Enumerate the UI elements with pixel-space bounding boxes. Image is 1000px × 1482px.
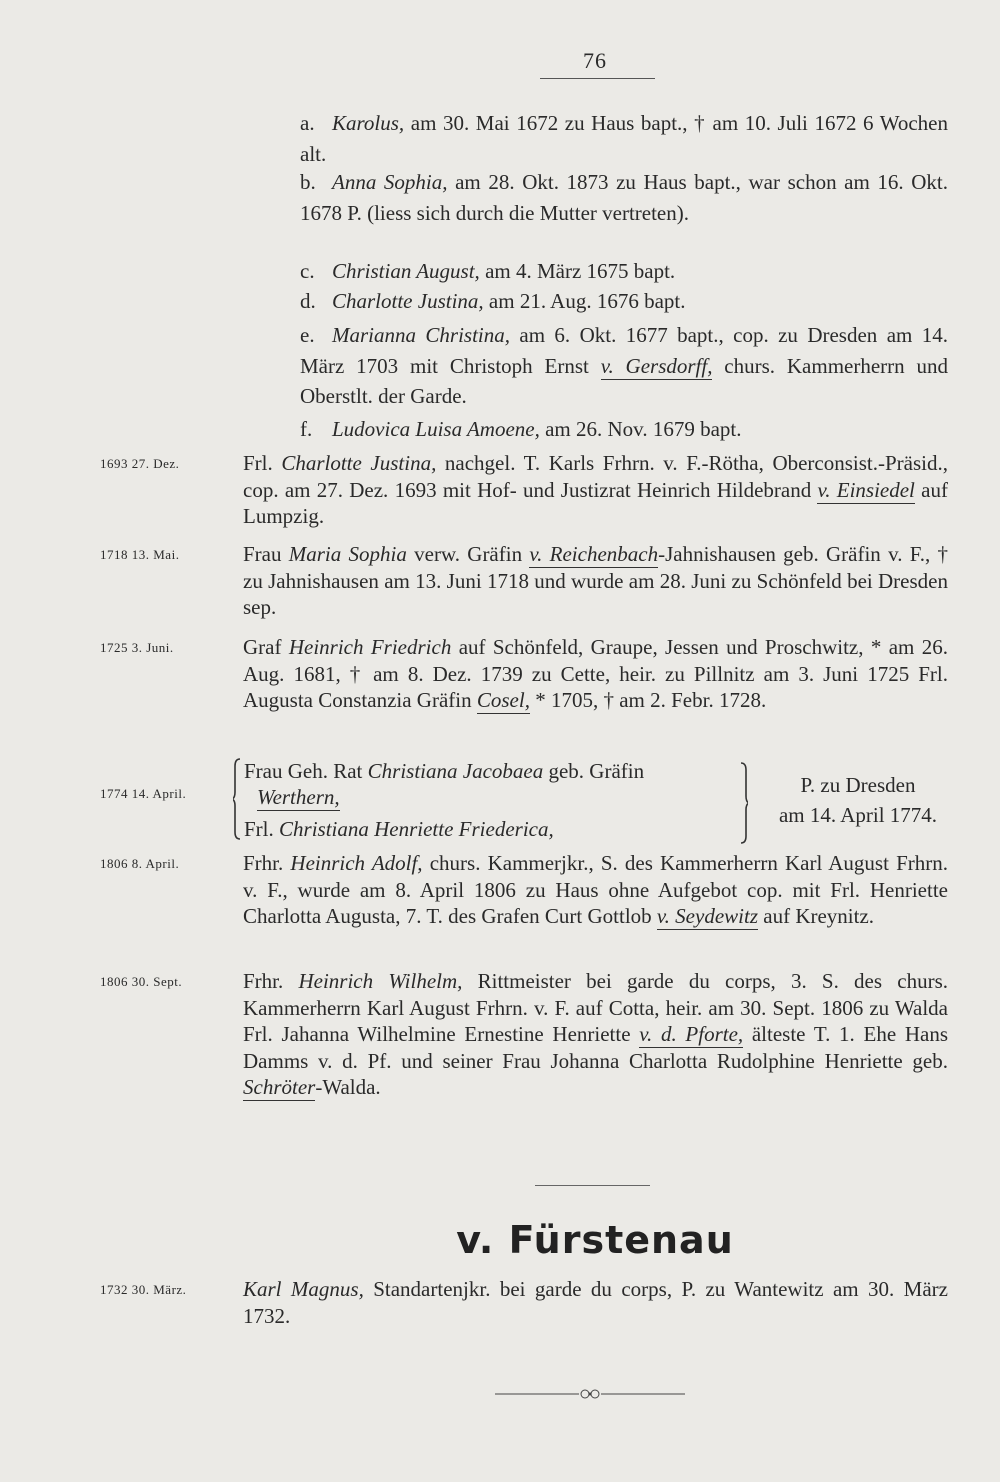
record-entry: 1725 3. Juni. Graf Heinrich Friedrich auf Schönfeld, Graupe, Jessen und Proschwitz, * am 26. Aug. 1681, † am 8. Dez. 1739 zu Cette, heir. zu Pillnitz am 3. Juni 1725 Frl. Augusta Constanzia Gräfin Cosel, * 1705, † am 2. Febr. 1728. bbox=[100, 635, 948, 712]
entry-date: 1774 14. April. bbox=[100, 786, 187, 801]
entry-date: 1806 8. April. bbox=[100, 856, 180, 871]
record-entry: 1732 30. März. Karl Magnus, Standartenjkr. bei garde du corps, P. zu Wantewitz am 30. März 1732. bbox=[100, 1277, 948, 1328]
list-item: e. Marianna Christina, am 6. Okt. 1677 bapt., cop. zu Dresden am 14. März 1703 mit Christoph Ernst v. Gersdorff, churs. Kammerherrn und Oberstlt. der Garde. bbox=[300, 323, 949, 408]
list-item: f. Ludovica Luisa Amoene, am 26. Nov. 1679 bapt. bbox=[300, 417, 742, 441]
section-divider bbox=[535, 1185, 650, 1186]
list-item: b. Anna Sophia, am 28. Okt. 1873 zu Haus bapt., war schon am 16. Okt. 1678 P. (liess sich durch die Mutter vertreten). bbox=[300, 170, 949, 225]
record-entry: 1806 30. Sept. Frhr. Heinrich Wilhelm, Rittmeister bei garde du corps, 3. S. des churs. Kammerherrn Karl August Frhrn. v. F. auf Cotta, heir. am 30. Sept. 1806 zu Walda Frl. Jahanna Wilhelmine Ernestine Henriette v. d. Pforte, älteste T. 1. Ehe Hans Damms v. d. Pf. und seiner Frau Johanna Charlotta Rudolphine Henriette geb. Schröter-Walda. bbox=[100, 969, 948, 1099]
brace-line-1: Frau Geh. Rat Christiana Jacobaea geb. Gräfin Werthern, bbox=[244, 759, 645, 809]
section-title: v. Fürstenau bbox=[456, 1218, 734, 1262]
page-number: 76 bbox=[583, 48, 607, 73]
right-brace bbox=[740, 762, 748, 844]
list-item: d. Charlotte Justina, am 21. Aug. 1676 bapt. bbox=[300, 289, 686, 313]
header-rule bbox=[540, 78, 655, 79]
entry-date: 1806 30. Sept. bbox=[100, 974, 183, 989]
record-entry: 1806 8. April. Frhr. Heinrich Adolf, churs. Kammerjkr., S. des Kammerherrn Karl August Frhrn. v. F., wurde am 8. April 1806 zu Haus ohne Aufgebot cop. mit Frl. Henriette Charlotta Augusta, 7. T. des Grafen Curt Gottlob v. Seydewitz auf Kreynitz. bbox=[100, 851, 948, 928]
ornament-divider-icon bbox=[495, 1386, 685, 1402]
record-entry: 1718 13. Mai. Frau Maria Sophia verw. Gräfin v. Reichenbach-Jahnishausen geb. Gräfin v. F., † zu Jahnishausen am 13. Juni 1718 und wurde am 28. Juni zu Schönfeld bei Dresden sep. bbox=[100, 542, 948, 619]
brace-note: P. zu Dresden am 14. April 1774. bbox=[778, 773, 938, 827]
left-brace bbox=[233, 758, 241, 840]
brace-line-2: Frl. Christiana Henriette Friederica, bbox=[244, 817, 554, 841]
list-item: a. Karolus, am 30. Mai 1672 zu Haus bapt., † am 10. Juli 1672 6 Wochen alt. bbox=[300, 111, 948, 166]
entry-date: 1693 27. Dez. bbox=[100, 456, 180, 471]
list-item: c. Christian August, am 4. März 1675 bapt. bbox=[300, 259, 676, 283]
record-entry: 1693 27. Dez. Frl. Charlotte Justina, nachgel. T. Karls Frhrn. v. F.-Rötha, Oberconsist.-Präsid., cop. am 27. Dez. 1693 mit Hof- und Justizrat Heinrich Hildebrand v. Einsiedel auf Lumpzig. bbox=[100, 451, 948, 528]
entry-date: 1718 13. Mai. bbox=[100, 547, 180, 562]
entry-date: 1732 30. März. bbox=[100, 1282, 187, 1297]
entry-date: 1725 3. Juni. bbox=[100, 640, 174, 655]
